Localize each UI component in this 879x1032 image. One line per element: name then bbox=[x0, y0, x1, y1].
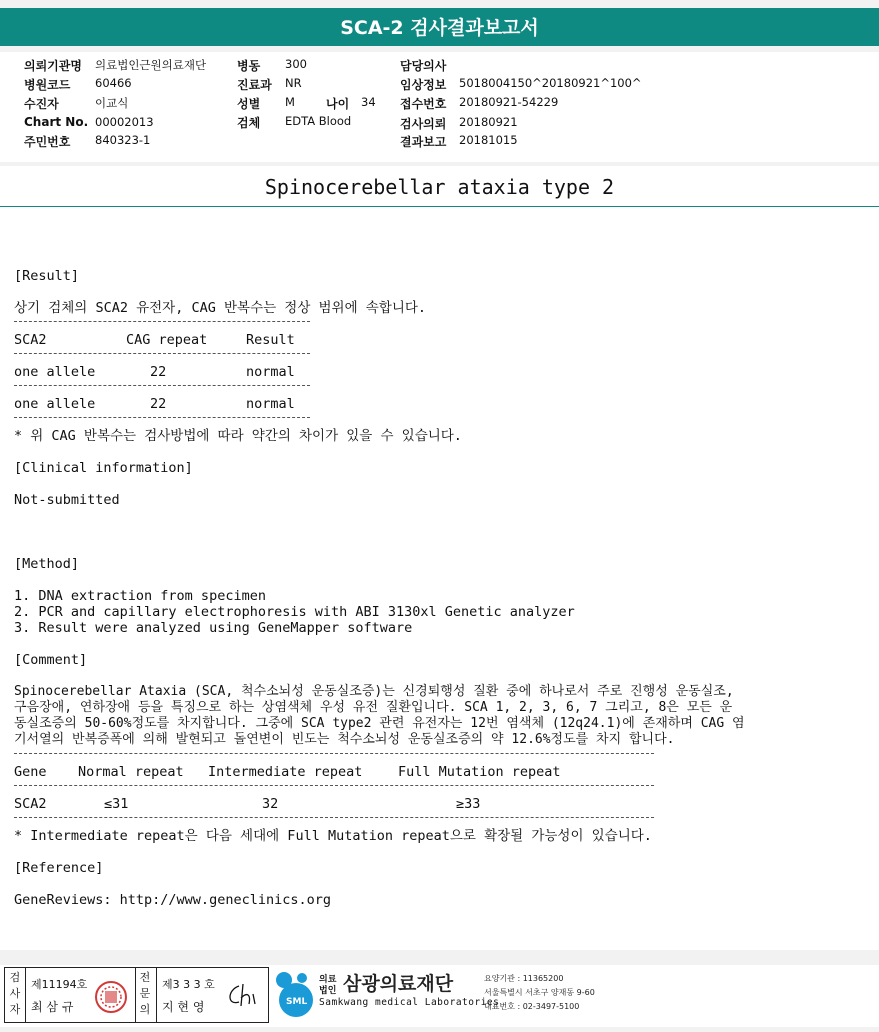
seal-icon bbox=[94, 980, 128, 1014]
result-row-cag: 22 bbox=[150, 396, 167, 412]
sml-logo-icon bbox=[270, 968, 318, 1020]
comment-line: Spinocerebellar Ataxia (SCA, 척수소뇌성 운동실조증)는 신경퇴행성 질환 중에 하나로서 주로 진행성 운동실조, bbox=[14, 684, 734, 699]
result-header-cag: CAG repeat bbox=[126, 332, 208, 348]
result-header-result: Result bbox=[246, 332, 295, 348]
examiner-license: 제11194호 bbox=[31, 978, 88, 991]
examiner-label: 검사자 bbox=[9, 971, 21, 1016]
comment-heading: [Comment] bbox=[14, 652, 88, 668]
care-institution-number: 요양기관 : 11365200 bbox=[484, 974, 564, 983]
result-note: * 위 CAG 반복수는 검사방법에 따라 약간의 차이가 있을 수 있습니다. bbox=[14, 428, 462, 444]
chart-label: Chart No. bbox=[24, 115, 89, 129]
divider bbox=[156, 968, 157, 1022]
divider bbox=[14, 817, 654, 818]
result-summary: 상기 검체의 SCA2 유전자, CAG 반복수는 정상 범위에 속합니다. bbox=[14, 300, 427, 316]
examiner-name: 최 삼 규 bbox=[31, 1000, 74, 1014]
org-prefix: 의료법인 bbox=[319, 975, 337, 996]
dept-label: 진료과 bbox=[237, 78, 272, 92]
comment-line: 동실조증의 50-60%정도를 차지합니다. 그중에 SCA type2 관련 유전자는 12번 염색체 (12q24.1)에 존재하며 CAG 염 bbox=[14, 716, 745, 731]
specimen-label: 검체 bbox=[237, 116, 261, 130]
clinical-label: 임상정보 bbox=[400, 78, 447, 92]
divider bbox=[135, 968, 136, 1022]
comment-row-full: ≥33 bbox=[456, 796, 481, 812]
report-body bbox=[0, 207, 879, 950]
signature-box bbox=[4, 967, 269, 1023]
hospital-code-label: 병원코드 bbox=[24, 78, 71, 92]
divider bbox=[14, 353, 310, 354]
institution-value: 의료법인근원의료재단 bbox=[95, 58, 207, 72]
clinical-text: Not-submitted bbox=[14, 492, 120, 508]
method-heading: [Method] bbox=[14, 556, 80, 572]
comment-header-normal: Normal repeat bbox=[78, 764, 184, 780]
hospital-code-value: 60466 bbox=[95, 76, 132, 90]
method-step: 1. DNA extraction from specimen bbox=[14, 588, 266, 604]
rrn-label: 주민번호 bbox=[24, 135, 71, 149]
age-value: 34 bbox=[361, 95, 376, 109]
result-header-gene: SCA2 bbox=[14, 332, 47, 348]
sex-value: M bbox=[285, 95, 295, 109]
patient-info-panel bbox=[0, 52, 879, 162]
chart-value: 00002013 bbox=[95, 115, 154, 129]
request-value: 20180921 bbox=[459, 115, 518, 129]
comment-row-intermediate: 32 bbox=[262, 796, 279, 812]
divider bbox=[14, 321, 310, 322]
org-phone: 대표번호 : 02-3497-5100 bbox=[484, 1002, 580, 1011]
comment-header-full: Full Mutation repeat bbox=[398, 764, 561, 780]
receipt-value: 20180921-54229 bbox=[459, 95, 559, 109]
method-step: 3. Result were analyzed using GeneMapper software bbox=[14, 620, 413, 636]
report-title-header: SCA-2 검사결과보고서 bbox=[340, 17, 539, 39]
specialist-name: 지 현 영 bbox=[162, 1000, 205, 1014]
patient-value: 이교식 bbox=[95, 96, 129, 110]
divider bbox=[14, 753, 654, 754]
dept-value: NR bbox=[285, 76, 302, 90]
comment-row-gene: SCA2 bbox=[14, 796, 47, 812]
report-header bbox=[0, 8, 879, 46]
org-address: 서울특별시 서초구 양재동 9-60 bbox=[484, 988, 595, 997]
signature-icon bbox=[225, 980, 263, 1010]
specialist-label: 전문의 bbox=[139, 971, 151, 1016]
comment-note: * Intermediate repeat은 다음 세대에 Full Mutation repeat으로 확장될 가능성이 있습니다. bbox=[14, 828, 652, 844]
sex-label: 성별 bbox=[237, 97, 261, 111]
result-row-allele: one allele bbox=[14, 396, 96, 412]
reference-text: GeneReviews: http://www.geneclinics.org bbox=[14, 892, 331, 908]
receipt-label: 접수번호 bbox=[400, 97, 447, 111]
comment-header-gene: Gene bbox=[14, 764, 47, 780]
test-title-bar bbox=[0, 166, 879, 207]
specialist-license: 제3 3 3 호 bbox=[162, 978, 215, 991]
ward-label: 병동 bbox=[237, 59, 261, 73]
divider bbox=[14, 785, 654, 786]
report-footer bbox=[0, 965, 879, 1027]
test-title: Spinocerebellar ataxia type 2 bbox=[264, 175, 615, 199]
rrn-value: 840323-1 bbox=[95, 133, 151, 147]
report-date-value: 20181015 bbox=[459, 133, 518, 147]
comment-header-intermediate: Intermediate repeat bbox=[208, 764, 363, 780]
doctor-label: 담당의사 bbox=[400, 59, 447, 73]
result-heading: [Result] bbox=[14, 268, 80, 284]
divider bbox=[25, 968, 26, 1022]
comment-line: 기서열의 반복증폭에 의해 발현되고 돌연변이 빈도는 척수소뇌성 운동실조증의 약 12.6%정도를 차지 합니다. bbox=[14, 732, 675, 747]
age-label: 나이 bbox=[326, 97, 350, 111]
clinical-heading: [Clinical information] bbox=[14, 460, 193, 476]
specimen-value: EDTA Blood bbox=[285, 114, 352, 128]
org-name: 삼광의료재단 bbox=[343, 973, 454, 995]
divider bbox=[14, 385, 310, 386]
request-label: 검사의뢰 bbox=[400, 117, 447, 131]
clinical-value: 5018004150^20180921^100^ bbox=[459, 76, 642, 90]
institution-label: 의뢰기관명 bbox=[24, 59, 82, 73]
comment-row-normal: ≤31 bbox=[104, 796, 129, 812]
divider bbox=[14, 417, 310, 418]
result-row-allele: one allele bbox=[14, 364, 96, 380]
method-step: 2. PCR and capillary electrophoresis with ABI 3130xl Genetic analyzer bbox=[14, 604, 575, 620]
reference-heading: [Reference] bbox=[14, 860, 104, 876]
result-row-result: normal bbox=[246, 396, 295, 412]
logo-text: SML bbox=[286, 997, 308, 1007]
org-english-name: Samkwang medical Laboratories bbox=[319, 997, 500, 1008]
result-row-result: normal bbox=[246, 364, 295, 380]
comment-line: 구음장애, 연하장애 등을 특징으로 하는 상염색체 우성 유전 질환입니다. SCA 1, 2, 3, 6, 7 그리고, 8은 모든 운 bbox=[14, 700, 733, 715]
ward-value: 300 bbox=[285, 57, 307, 71]
report-date-label: 결과보고 bbox=[400, 135, 447, 149]
result-row-cag: 22 bbox=[150, 364, 167, 380]
patient-label: 수진자 bbox=[24, 97, 59, 111]
